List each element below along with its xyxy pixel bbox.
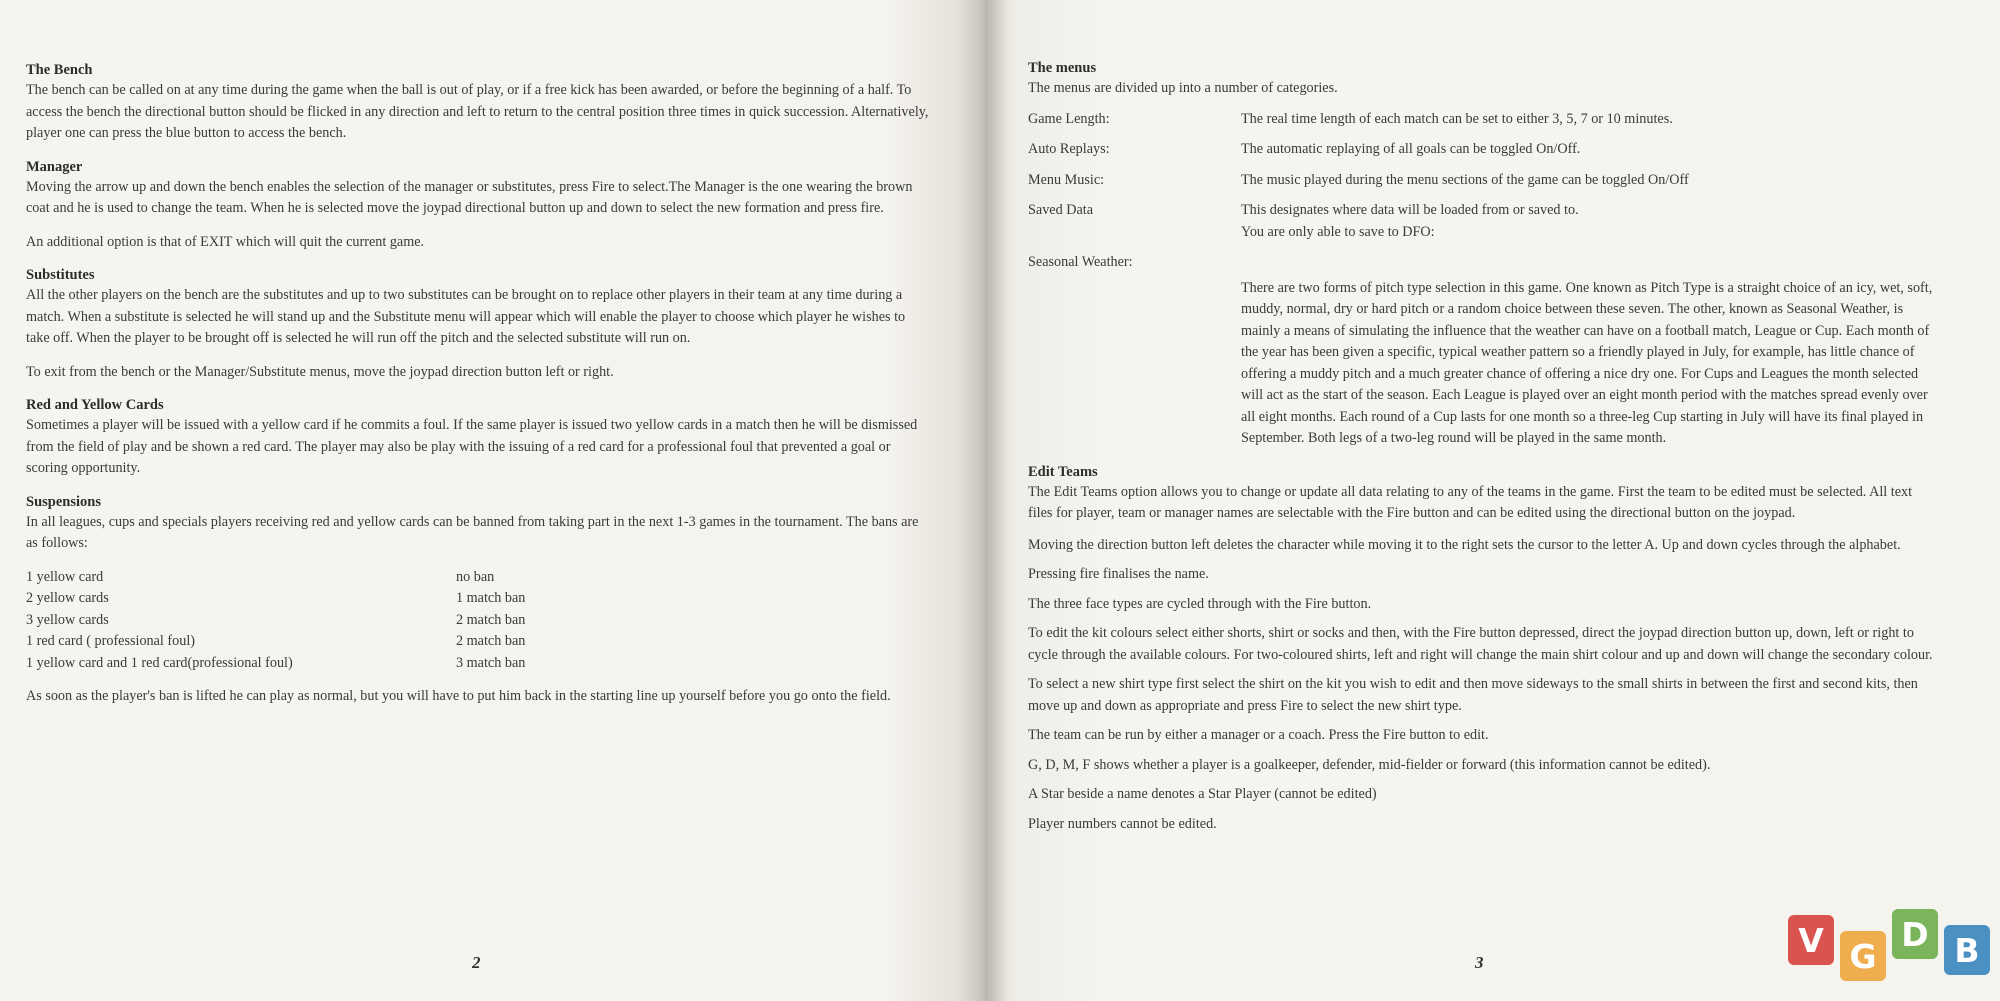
watermark-letter-tile: D	[1892, 909, 1938, 959]
ban-row	[26, 653, 525, 675]
vgdb-watermark-logo	[1788, 909, 1994, 989]
section	[26, 60, 932, 145]
ban-row	[26, 610, 525, 632]
edit-teams-paragraph: Player numbers cannot be edited.	[1028, 815, 1217, 832]
page-number-right: 3	[1475, 953, 1484, 972]
seasonal-weather-text: There are two forms of pitch type selection in this game. One known as Pitch Type is a straight choice of an icy, wet, soft, muddy, normal, dry or hard pitch or a random choice between these seven. The other, known as Seasonal Weather, is mainly a means of simulating the influence that the weather can have on a football match, League or Cup. Each month of the year has been given a specific, typical weather pattern so a friendly played in July, for example, has little chance of offering a muddy pitch and a much greater chance of offering a nice dry one. For Cups and Leagues the month selected will act as the start of the season. Each League is played over an eight month period with the matches spread evenly over all eight months. Each round of a Cup lasts for one month so a three-leg Cup starting in July will have its final played in September. Both legs of a two-leg round will be played in the same month.	[1241, 279, 1933, 446]
left-page	[0, 0, 985, 1001]
ban-cards: 1 yellow card	[26, 568, 104, 585]
edit-teams-paragraph: Pressing fire finalises the name.	[1028, 566, 1209, 582]
watermark-letter-tile: B	[1944, 925, 1990, 975]
ban-row	[26, 567, 525, 589]
menu-description-line: This designates where data will be loaded from or saved to.	[1241, 202, 1579, 218]
menu-row	[1028, 170, 1938, 192]
ban-length: 2 match ban	[456, 633, 526, 649]
left-page-column	[26, 60, 932, 720]
section-heading: Substitutes	[26, 267, 95, 283]
section	[26, 265, 932, 350]
edit-teams-paragraph: The three face types are cycled through with the Fire button.	[1028, 595, 1372, 612]
section-paragraph: All the other players on the bench are the substitutes and up to two substitutes can be brought on to replace other players in their team at any time during a match. When a substitute is selected he will stand up and the Substitute menu will appear which will enable the player to choose which player he wishes to take off. When the player to be brought off is selected he will run off the pitch and the selected substitute will run on.	[26, 287, 906, 346]
book-gutter-shadow	[958, 0, 1008, 1001]
ban-cards: 1 yellow card and 1 red card(professional foul)	[26, 654, 293, 671]
right-page-column	[1028, 58, 1938, 843]
menu-description-line: The automatic replaying of all goals can be toggled On/Off.	[1241, 141, 1581, 157]
menu-description	[1241, 109, 1938, 131]
section	[26, 157, 932, 220]
seasonal-weather-label: Seasonal Weather:	[1028, 254, 1133, 270]
right-page	[985, 0, 2000, 1001]
edit-teams-paragraph: The team can be run by either a manager or a coach. Press the Fire button to edit.	[1028, 727, 1489, 743]
bans-table	[26, 567, 525, 675]
menu-label: Auto Replays:	[1028, 141, 1110, 157]
ban-length: 3 match ban	[456, 654, 526, 671]
ban-row	[26, 631, 525, 653]
menu-label: Game Length:	[1028, 110, 1110, 127]
ban-length: no ban	[456, 568, 495, 585]
menu-row	[1028, 139, 1938, 161]
ban-cards: 2 yellow cards	[26, 590, 109, 606]
section	[26, 395, 932, 480]
ban-length: 1 match ban	[456, 590, 526, 606]
edit-teams-paragraph: G, D, M, F shows whether a player is a goalkeeper, defender, mid-fielder or forward (this information cannot be edited).	[1028, 756, 1711, 773]
page-number-left: 2	[472, 953, 481, 972]
menu-label: Menu Music:	[1028, 171, 1105, 188]
edit-teams-heading: Edit Teams	[1028, 463, 1098, 480]
section	[26, 232, 932, 254]
menu-description	[1241, 139, 1938, 161]
section-heading: The Bench	[26, 62, 93, 78]
edit-teams-paragraph: A Star beside a name denotes a Star Player (cannot be edited)	[1028, 786, 1377, 802]
edit-teams-paragraph: The Edit Teams option allows you to change or update all data relating to any of the teams in the game. First the team to be edited must be selected. All text files for player, team or manager names are selectable with the Fire button and can be edited using the directional button on the joypad.	[1028, 483, 1913, 521]
section	[26, 492, 932, 555]
edit-teams-paragraph: To select a new shirt type first select the shirt on the kit you wish to edit and then move sideways to the small shirts in between the first and second kits, then move up and down as appropriate and press Fire to select the new shirt type.	[1028, 676, 1918, 714]
ban-cards: 1 red card ( professional foul)	[26, 633, 196, 649]
menu-description-line: The real time length of each match can be set to either 3, 5, 7 or 10 minutes.	[1241, 110, 1673, 127]
menu-row	[1028, 109, 1938, 131]
section	[26, 362, 932, 384]
edit-teams-paragraph: To edit the kit colours select either shorts, shirt or socks and then, with the Fire button depressed, direct the joypad direction button up, down, left or right to cycle through the available colours. For two-coloured shirts, left and right will change the main shirt colour and up and down will change the secondary colour.	[1028, 625, 1933, 663]
section-heading: Red and Yellow Cards	[26, 397, 164, 413]
menu-description-line: The music played during the menu sections of the game can be toggled On/Off	[1241, 171, 1689, 188]
ban-row	[26, 588, 525, 610]
menu-items-list	[1028, 109, 1938, 244]
menu-description-line: You are only able to save to DFO:	[1241, 223, 1435, 240]
watermark-letter-tile: G	[1840, 931, 1886, 981]
watermark-letter-tile: V	[1788, 915, 1834, 965]
menu-description	[1241, 170, 1938, 192]
menu-row	[1028, 200, 1938, 243]
section-paragraph: In all leagues, cups and specials players receiving red and yellow cards can be banned from taking part in the next 1-3 games in the tournament. The bans are as follows:	[26, 513, 919, 551]
section-paragraph: To exit from the bench or the Manager/Substitute menus, move the joypad direction button left or right.	[26, 363, 614, 380]
section-heading: Suspensions	[26, 493, 101, 510]
section-paragraph: The bench can be called on at any time during the game when the ball is out of play, or if a free kick has been awarded, or before the beginning of a half. To access the bench the directional button should be flicked in any direction and left to return to the central position three times in quick succession. Alternatively, player one can press the blue button to access the bench.	[26, 82, 929, 141]
section-paragraph: Moving the arrow up and down the bench enables the selection of the manager or substitutes, press Fire to select.The Manager is the one wearing the brown coat and he is used to change the team. When he is selected move the joypad directional button up and down to select the new formation and press fire.	[26, 178, 913, 216]
section-paragraph: An additional option is that of EXIT which will quit the current game.	[26, 233, 425, 250]
ban-cards: 3 yellow cards	[26, 611, 109, 628]
left-sections	[26, 60, 932, 555]
menus-heading: The menus	[1028, 60, 1097, 76]
ban-closing-text: As soon as the player's ban is lifted he can play as normal, but you will have to put him back in the starting line up yourself before you go onto the field.	[26, 688, 891, 704]
edit-teams-paragraph: Moving the direction button left deletes the character while moving it to the right sets the cursor to the letter A. Up and down cycles through the alphabet.	[1028, 536, 1901, 553]
menu-description	[1241, 200, 1938, 243]
edit-teams-paragraphs	[1028, 482, 1938, 836]
ban-length: 2 match ban	[456, 611, 526, 628]
section-paragraph: Sometimes a player will be issued with a yellow card if he commits a foul. If the same player is issued two yellow cards in a match then he will be dismissed from the field of play and be shown a red card. The player may also be play with the issuing of a red card for a professional foul that prevented a goal or scoring opportunity.	[26, 417, 918, 476]
section-heading: Manager	[26, 158, 83, 175]
menu-label: Saved Data	[1028, 202, 1094, 218]
menus-intro: The menus are divided up into a number of categories.	[1028, 80, 1338, 96]
